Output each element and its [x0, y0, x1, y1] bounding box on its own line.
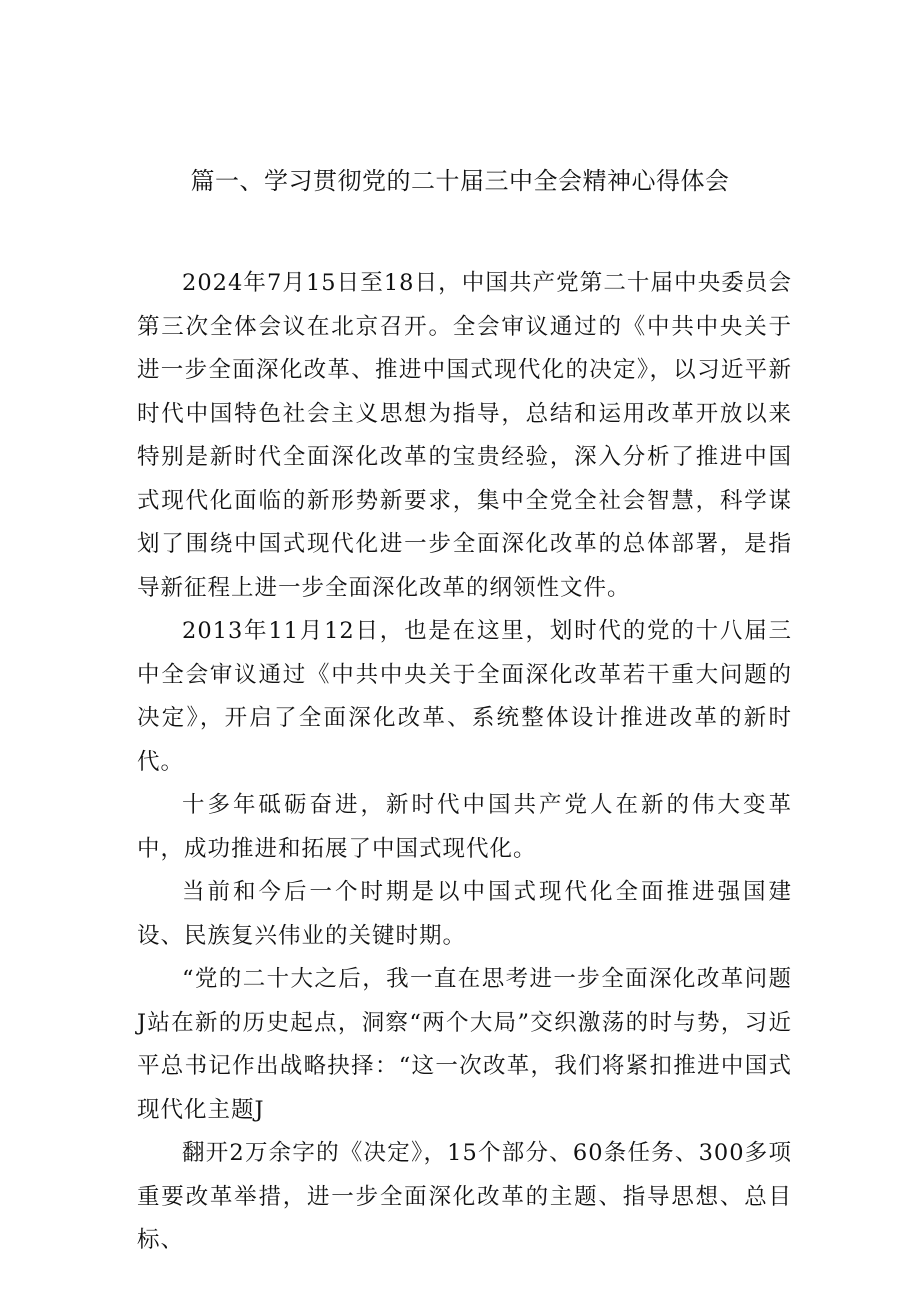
paragraph-decade-progress: 十多年砥砺奋进，新时代中国共产党人在新的伟大变革中，成功推进和拓展了中国式现代化。 — [137, 792, 792, 862]
document-body — [137, 262, 792, 1263]
paragraph-strategic-choice: “党的二十大之后，我一直在思考进一步全面深化改革问题J站在新的历史起点，洞察“两个大局”交织激荡的时与势，习近平总书记作出战略抉择：“这一次改革，我们将紧扣推进中国式现代化主题J — [137, 966, 792, 1123]
paragraph-plenum-intro: 2024年7月15日至18日，中国共产党第二十届中央委员会第三次全体会议在北京召开。全会审议通过的《中共中央关于进一步全面深化改革、推进中国式现代化的决定》，以习近平新时代中国特色社会主义思想为指导，总结和运用改革开放以来特别是新时代全面深化改革的宝贵经验，深入分析了推进中国式现代化面临的新形势新要求，集中全党全社会智慧，科学谋划了围绕中国式现代化进一步全面深化改革的总体部署，是指导新征程上进一步全面深化改革的纲领性文件。 — [137, 270, 792, 601]
paragraph-decision-overview: 翻开2万余字的《决定》，15个部分、60条任务、300多项重要改革举措，进一步全面深化改革的主题、指导思想、总目标、 — [137, 1140, 792, 1253]
document-title: 篇一、学习贯彻党的二十届三中全会精神心得体会 — [190, 167, 730, 195]
paragraph-critical-period: 当前和今后一个时期是以中国式现代化全面推进强国建设、民族复兴伟业的关键时期。 — [137, 879, 792, 949]
paragraph-2013-plenum: 2013年11月12日，也是在这里，划时代的党的十八届三中全会审议通过《中共中央关于全面深化改革若干重大问题的决定》，开启了全面深化改革、系统整体设计推进改革的新时代。 — [137, 618, 792, 775]
